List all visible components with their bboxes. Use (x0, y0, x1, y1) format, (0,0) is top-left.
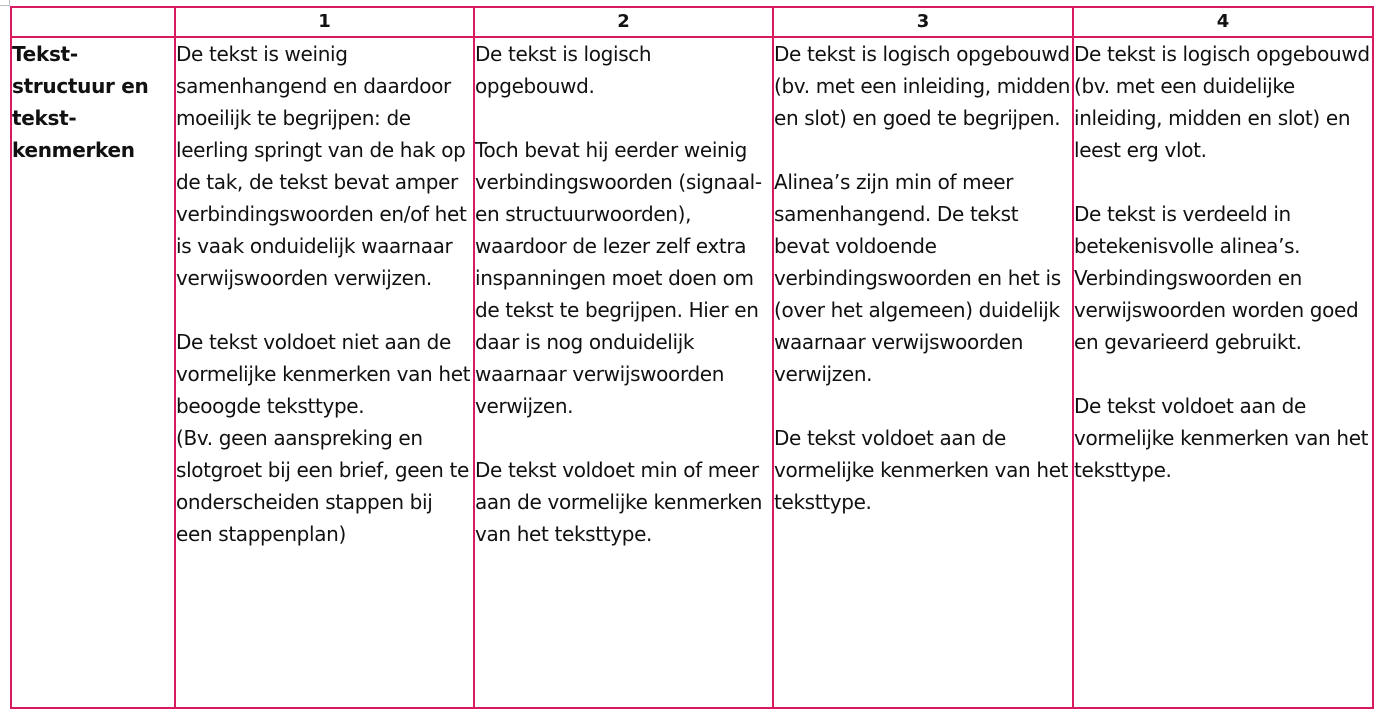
page-corner-mark (0, 0, 10, 6)
level-3-header: 3 (773, 7, 1073, 37)
header-corner-cell (11, 7, 175, 37)
level-3-description (773, 37, 1073, 708)
level-4-description (1073, 37, 1373, 708)
level-4-paragraph-1: De tekst is logisch opgebouwd (bv. met een duidelijke inleiding, midden en slot) en leest erg vlot. (1074, 42, 1370, 162)
level-1-paragraph-2: De tekst voldoet niet aan de vormelijke kenmerken van het beoogde teksttype. (176, 330, 471, 418)
level-1-paragraph-1: De tekst is weinig samenhangend en daardoor moeilijk te begrijpen: de leerling springt van de hak op de tak, de tekst bevat amper verbindingswoorden en/of het is vaak onduidelijk waarnaar verwijswoorden verwijzen. (176, 42, 467, 290)
level-4-paragraph-3: De tekst voldoet aan de vormelijke kenmerken van het teksttype. (1074, 394, 1369, 482)
level-3-paragraph-1: De tekst is logisch opgebouwd (bv. met een inleiding, midden en slot) en goed te begrijpen. (774, 42, 1071, 130)
level-2-description (474, 37, 773, 708)
criterion-row (11, 37, 1373, 708)
level-3-paragraph-2: Alinea’s zijn min of meer samenhangend. De tekst bevat voldoende verbindingswoorden en het is (over het algemeen) duidelijk waarnaar verwijswoorden verwijzen. (774, 170, 1061, 386)
header-row (11, 7, 1373, 37)
rubric-table (10, 6, 1374, 709)
level-4-paragraph-2: De tekst is verdeeld in betekenisvolle alinea’s. Verbindingswoorden en verwijswoorden worden goed en gevarieerd gebruikt. (1074, 202, 1359, 354)
level-1-header: 1 (175, 7, 474, 37)
level-4-header: 4 (1073, 7, 1373, 37)
level-2-header: 2 (474, 7, 773, 37)
level-3-paragraph-3: De tekst voldoet aan de vormelijke kenmerken van het teksttype. (774, 426, 1069, 514)
level-2-paragraph-1: De tekst is logisch opgebouwd. (475, 42, 652, 98)
level-2-paragraph-2: Toch bevat hij eerder weinig verbindingswoorden (signaal- en structuurwoorden), waardoor de lezer zelf extra inspanningen moet doen om de tekst te begrijpen. Hier en daar is nog onduidelijk waarnaar verwijswoorden verwijzen. (475, 138, 762, 418)
level-1-description (175, 37, 474, 708)
level-2-paragraph-3: De tekst voldoet min of meer aan de vormelijke kenmerken van het teksttype. (475, 458, 763, 546)
criterion-label: Tekst-structuur en tekst-kenmerken (11, 37, 175, 708)
level-1-paragraph-3: (Bv. geen aanspreking en slotgroet bij een brief, geen te onderscheiden stappen bij een stappenplan) (176, 426, 469, 546)
